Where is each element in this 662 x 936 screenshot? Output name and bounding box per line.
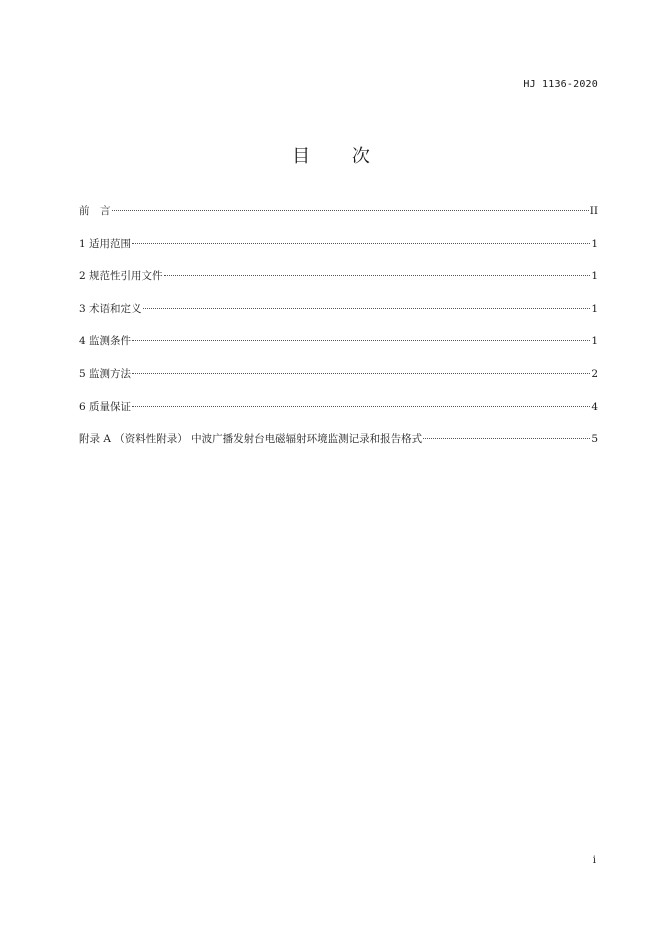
- toc-entry-label: 前 言: [79, 205, 111, 217]
- toc-entry-monitoring-conditions[interactable]: [79, 334, 598, 367]
- toc-entry-page: 1: [591, 335, 598, 348]
- toc-entry-page: 1: [591, 302, 598, 315]
- page-number: i: [592, 855, 596, 866]
- toc-entry-foreword[interactable]: [79, 204, 598, 237]
- toc-entry-page: 4: [591, 400, 598, 413]
- toc-entry-page: 2: [591, 367, 598, 380]
- toc-entry-label: 附录 A （资料性附录） 中波广播发射台电磁辐射环境监测记录和报告格式: [79, 433, 423, 446]
- toc-entry-page: 1: [591, 270, 598, 283]
- toc-entry-label: 4 监测条件: [79, 335, 132, 348]
- toc-entry-label: 1 适用范围: [79, 237, 132, 250]
- toc-entry-label: 5 监测方法: [79, 367, 132, 380]
- toc-entry-normative-references[interactable]: [79, 269, 598, 302]
- dot-leader: [132, 340, 590, 341]
- toc-entry-quality-assurance[interactable]: [79, 400, 598, 433]
- toc-entry-label: 3 术语和定义: [79, 302, 142, 315]
- toc-entry-scope[interactable]: [79, 237, 598, 270]
- table-of-contents: [79, 204, 598, 465]
- dot-leader: [423, 438, 590, 439]
- dot-leader: [143, 308, 591, 309]
- toc-entry-appendix-a[interactable]: [79, 432, 598, 465]
- toc-entry-label: 2 规范性引用文件: [79, 270, 163, 283]
- dot-leader: [164, 275, 591, 276]
- toc-entry-label: 6 质量保证: [79, 400, 132, 413]
- dot-leader: [132, 243, 590, 244]
- dot-leader: [112, 210, 589, 211]
- toc-entry-terms-definitions[interactable]: [79, 302, 598, 335]
- toc-entry-page: 1: [591, 237, 598, 250]
- toc-title: 目 次: [292, 146, 388, 167]
- toc-entry-page: 5: [591, 433, 598, 446]
- toc-entry-page: II: [589, 205, 598, 217]
- toc-entry-monitoring-methods[interactable]: [79, 367, 598, 400]
- document-code: HJ 1136-2020: [523, 79, 598, 90]
- dot-leader: [132, 406, 590, 407]
- dot-leader: [132, 373, 590, 374]
